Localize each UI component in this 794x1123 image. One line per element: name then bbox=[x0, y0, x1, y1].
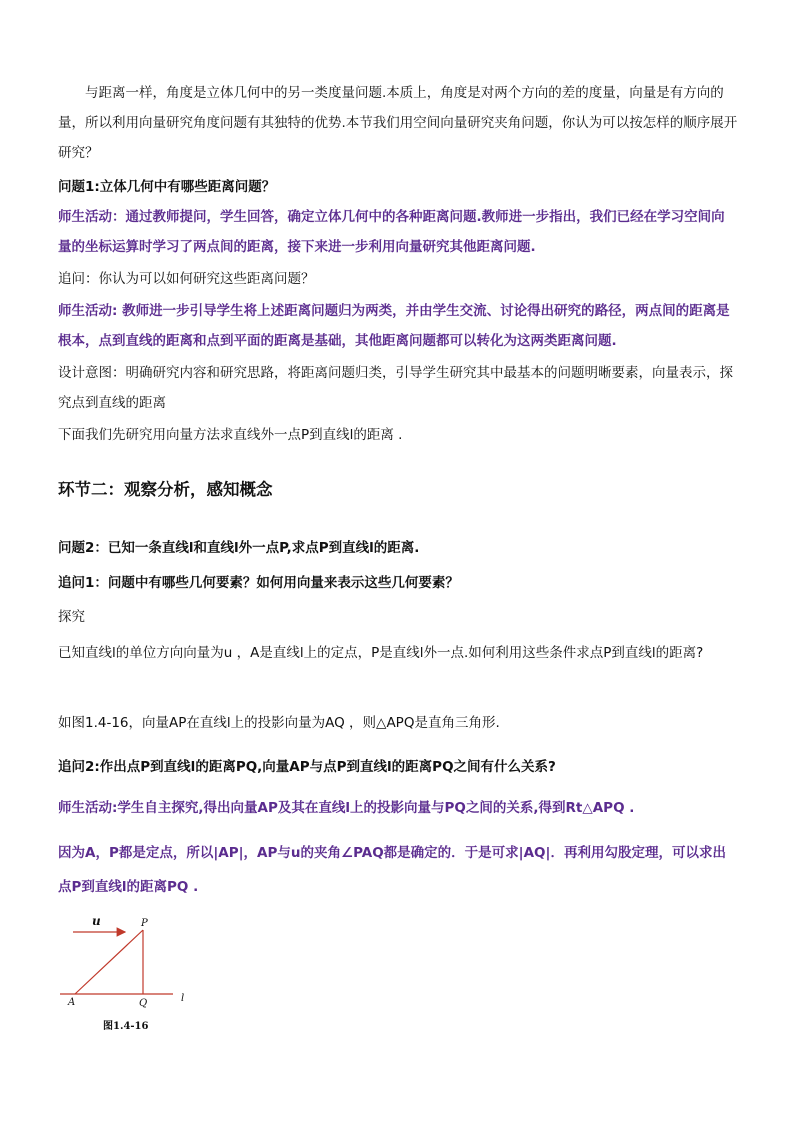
teacher-student-activity-3: 师生活动:学生自主探究,得出向量AP及其在直线l上的投影向量与PQ之间的关系,得到Rt△APQ . bbox=[58, 800, 635, 816]
label-l: l bbox=[181, 993, 185, 1004]
section-heading: 环节二：观察分析，感知概念 bbox=[58, 480, 273, 499]
question-1: 问题1:立体几何中有哪些距离问题？ bbox=[58, 179, 276, 195]
question-2: 问题2：已知一条直线l和直线l外一点P,求点P到直线l的距离. bbox=[58, 540, 420, 556]
setup-paragraph: 已知直线l的单位方向向量为u ，A是直线l上的定点，P是直线l外一点.如何利用这些条件求点P到直线l的距离? bbox=[58, 645, 704, 661]
teacher-student-activity-1: 师生活动：通过教师提问，学生回答，确定立体几何中的各种距离问题.教师进一步指出，我们已经在学习空间向量的坐标运算时学习了两点间的距离，接下来进一步利用向量研究其他距离问题. bbox=[58, 209, 725, 255]
intro-paragraph: 与距离一样，角度是立体几何中的另一类度量问题.本质上，角度是对两个方向的差的度量，向量是有方向的量，所以利用向量研究角度问题有其独特的优势.本节我们用空间向量研究夹角问题，你认为可以按怎样的顺序展开研究？ bbox=[58, 85, 738, 161]
explore-label: 探究 bbox=[58, 609, 85, 625]
teacher-student-activity-2: 师生活动: 教师进一步引导学生将上述距离问题归为两类，并由学生交流、讨论得出研究的路径，两点间的距离是根本，点到直线的距离和点到平面的距离是基础，其他距离问题都可以转化为这两类距离问题. bbox=[58, 303, 730, 349]
segment-AP bbox=[75, 930, 143, 994]
design-intent: 设计意图：明确研究内容和研究思路，将距离问题归类，引导学生研究其中最基本的问题明晰要素，向量表示，探究点到直线的距离 bbox=[58, 365, 733, 411]
follow-up-question: 追问：你认为可以如何研究这些距离问题？ bbox=[58, 271, 315, 287]
figure-1-4-16 bbox=[55, 915, 205, 1035]
figure-description: 如图1.4-16，向量AP在直线l上的投影向量为AQ ，则△APQ是直角三角形. bbox=[58, 715, 500, 731]
figure-caption: 图1.4-16 bbox=[103, 1021, 149, 1032]
label-P: P bbox=[141, 918, 148, 929]
label-A: A bbox=[68, 997, 76, 1008]
follow-up-2: 追问2:作出点P到直线l的距离PQ,向量AP与点P到直线l的距离PQ之间有什么关系? bbox=[58, 759, 556, 775]
teacher-student-activity-4: 因为A，P都是定点，所以|AP|，AP与u的夹角∠PAQ都是确定的．于是可求|AQ|．再利用勾股定理，可以求出点P到直线l的距离PQ . bbox=[58, 845, 726, 895]
label-Q: Q bbox=[139, 998, 148, 1009]
follow-up-1: 追问1：问题中有哪些几何要素？如何用向量来表示这些几何要素？ bbox=[58, 575, 459, 591]
next-topic-line: 下面我们先研究用向量方法求直线外一点P到直线l的距离 . bbox=[58, 427, 403, 443]
label-u: u bbox=[92, 915, 101, 928]
